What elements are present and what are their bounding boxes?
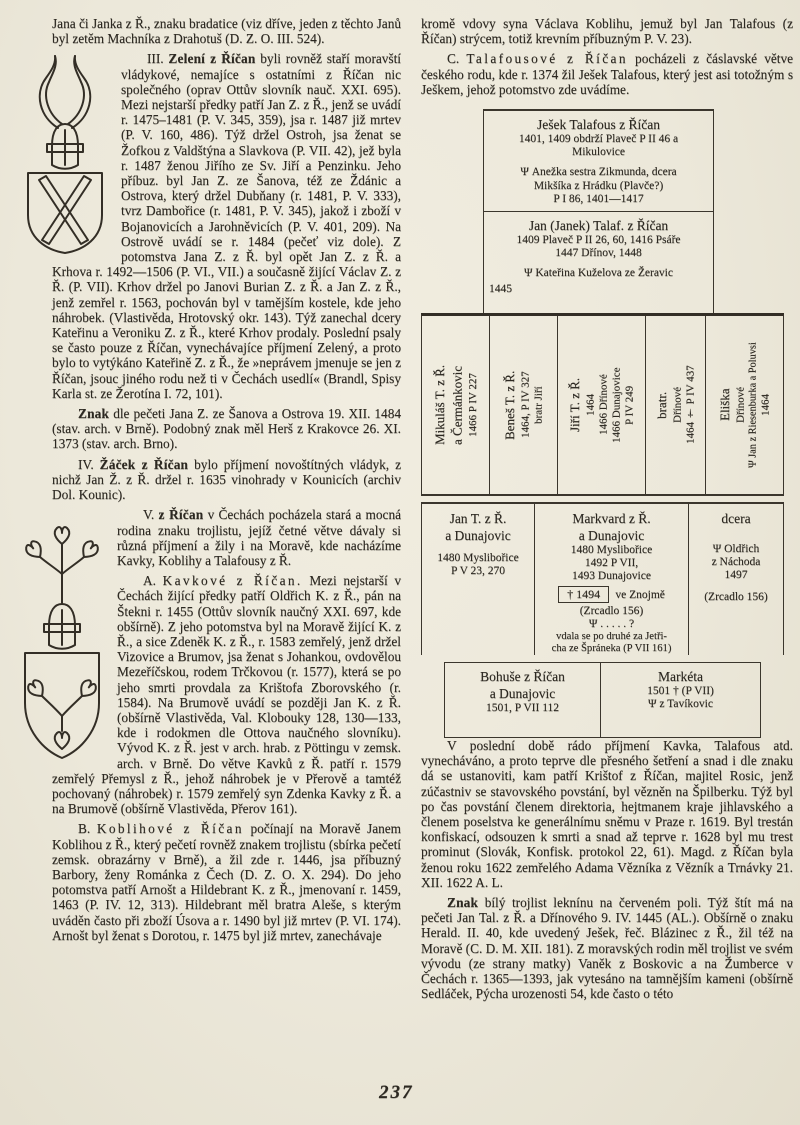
genealogy-cell-jiri bbox=[557, 316, 645, 494]
spouse-block bbox=[484, 166, 713, 206]
body-text: bílý trojlist leknínu na červeném poli. Týž štít má na pečeti Jan Tal. z Ř. a Dřínového 9. IV. 1445 (AL.). Obšírně o znaku Herald. II. 40, kde uvedený Ješek, řeč. Blázinec z Ř., žil též na Moravě (C. D. M. XII. 181). Z moravských rodin měl trojlist ve svém vývodu (ze strany matky) Vaněk z Boskovic a na Žumberce v Čechách r. 1365—1393, jak vytesáno na tamnějším kameni (obšírně Sedláček, Pýcha urozenosti 54, kde často o této bbox=[421, 895, 793, 1002]
person-name: Mikuláš T. z Ř. bbox=[431, 365, 447, 446]
person-name: Jan T. z Ř. bbox=[449, 511, 507, 527]
body-text: Jana či Janka z Ř., znaku bradatice (viz dříve, jeden z těchto Janů byl zetěm Machníka z Drahotuš (D. Z. O. III. 524). bbox=[52, 16, 401, 47]
person-name: Eliška bbox=[716, 388, 732, 422]
coat-of-arms-trojlist-image bbox=[19, 510, 105, 764]
spouse-block bbox=[484, 267, 713, 280]
section-c-talafousove bbox=[421, 51, 793, 97]
section-title: Žáček z Říčan bbox=[99, 456, 189, 472]
body-text: počínají na Moravě Janem Koblihou z Ř., který pečetí rovněž znakem trojlistu (sbírka pečetí zemsk. obrazárny v Brně), a žil zde r. 1446, jsa příbuzný Barbory, ženy Románka z Čech (D. Z. O. X. 294). Do jeho potomstva patří Arnošt a Hildebrant K. z Ř., jmenovaní r. 1459, 1463 (P. IV. 12, 313). Hildebrant měl bratra Aleše, s kterým uváděn často při zboží Úsova a r. 1490 byl již mrtev (P. VI. 174). Arnošt byl ženat s Dorotou, r. 1475 byl již mrtev, zanechávaje bbox=[52, 821, 401, 943]
horns-crest bbox=[40, 56, 90, 128]
spouse-line: z Náchoda bbox=[711, 556, 761, 569]
person-detail: 1464 † P IV 437 bbox=[684, 365, 697, 445]
person-detail: bratr Jiří bbox=[532, 386, 545, 424]
section-number: V. bbox=[143, 507, 155, 523]
spouse-line: Ψ Kateřina Kuželova ze Žeravic bbox=[524, 267, 673, 280]
genealogy-generation-row-4 bbox=[421, 502, 784, 655]
remarriage-note: vdala se po druhé za Jetři- bbox=[556, 631, 667, 643]
section-number: IV. bbox=[78, 456, 94, 472]
person-detail: 1401, 1409 obdrží Plaveč P II 46 a bbox=[518, 133, 679, 146]
rotated-text bbox=[502, 316, 546, 494]
person-detail: Mikulovice bbox=[571, 146, 626, 159]
source-note: (Zrcadlo 156) bbox=[579, 604, 644, 617]
person-name: Ješek Talafous z Říčan bbox=[537, 117, 660, 133]
body-text: bylo příjmení novoštítných vládyk, z nichž Jan Ž. z Ř. držel r. 1635 vinohrady v Kounicích (archiv Dol. Kounic). bbox=[52, 456, 402, 503]
section-title: Kavkové z Říčan. bbox=[162, 573, 303, 589]
znak-label: Znak bbox=[78, 406, 110, 422]
person-name: Jan (Janek) Talaf. z Říčan bbox=[528, 218, 669, 234]
paragraph-znak-zeleni bbox=[52, 406, 401, 452]
body-text: rodina znaku trojlistu, jejíž četné větve dávaly si různá příjmení a žily i na Moravě, kde nacházíme Kavky, Koblihy a Talafousy z Ř. bbox=[117, 522, 401, 568]
person-detail: P V 23, 270 bbox=[450, 565, 506, 578]
person-detail: 1466 P IV 227 bbox=[466, 373, 479, 437]
body-text: Mezi nejstarší v Čechách žijící předky patří Oldřich K. z Ř., pán na Štekni r. 1455 (Ottův slovník naučný XXI. 697, kde obšírně). Z jeho potomstva byl na Moravě žijící K. z Ř., a sice Zdeněk K. z Ř., r. 1583 zemřelý, jenž držel Vizovice a Brumov, jsa ženat s Johankou, ovdovělou Mezeříčskou, rodem Trčkovou (r. 1577), která se po jeho smrti provdala za Krištofa Zborovského (r. 1584). Na Brumově uvádí se později Jan K. z Ř. (obšírně Vlastivěda, Val. Klobouky 128, 130—133, kde i rodokmen dle Ottova naučného slovníku). Vývod K. z Ř. jest v arch. hrab. z Pöttingu v zemsk. arch. v Brně. Do větve Kavků z Ř. patří r. 1579 zemřelý Přemysl z Ř., jehož náhrobek je v Přerově a tamtéž pochovaný (náhrobek) r. 1579 zemřelý syn Zdenka Kavky z Ř. a na Brumově (obšírně Vlastivěda, Přerov 161). bbox=[52, 573, 401, 817]
section-iii-zeleni bbox=[52, 51, 401, 401]
person-detail: 1501 † (P VII) bbox=[647, 685, 714, 698]
section-b-koblihove bbox=[52, 821, 401, 943]
rotated-text bbox=[432, 316, 480, 494]
spouse-line: P I 86, 1401—1417 bbox=[553, 192, 644, 205]
spacer bbox=[422, 544, 534, 552]
spacer bbox=[689, 583, 783, 591]
person-detail: 1409 Plaveč P II 26, 60, 1416 Psáře bbox=[516, 234, 681, 247]
person-detail: 1464 bbox=[584, 394, 597, 417]
body-text: kromě vdovy syna Václava Koblihu, jemuž byl Jan Talafous (z Říčan) strýcem, totiž krevním příbuzným P. V. 23). bbox=[421, 16, 793, 47]
section-title: Koblihové z Říčan bbox=[96, 821, 244, 837]
person-detail: P IV 249 bbox=[623, 385, 636, 425]
genealogy-cell-bratr bbox=[645, 316, 705, 494]
spacer bbox=[689, 527, 783, 535]
body-text: dle pečeti Jana Z. ze Šanova a Ostrova 19. XII. 1484 (stav. arch. v Brně). Podobný znak měl Herš z Krakovce 26. XI. 1373 (stav. arch. Brno). bbox=[52, 406, 402, 452]
shield bbox=[25, 653, 99, 758]
rotated-text bbox=[567, 316, 637, 494]
person-name: Jiří T. z Ř. bbox=[566, 378, 582, 433]
section-title: Zelení z Říčan bbox=[168, 51, 256, 67]
person-detail: 1501, P VII 112 bbox=[485, 702, 560, 715]
left-column bbox=[52, 16, 401, 948]
rotated-text bbox=[717, 316, 773, 494]
person-name: Beneš T. z Ř. bbox=[501, 370, 517, 440]
person-detail: 1493 Dunajovice bbox=[572, 570, 651, 583]
person-name: bratr. bbox=[653, 391, 669, 419]
person-name: a Čermánkovic bbox=[449, 365, 464, 445]
section-v-zrican bbox=[52, 507, 401, 568]
spouse-line: Ψ . . . . . ? bbox=[588, 617, 635, 630]
helm-trefoil-shield-icon bbox=[19, 510, 105, 764]
trefoil-crest bbox=[24, 527, 100, 604]
genealogy-cell-benes bbox=[489, 316, 557, 494]
spouse-line: Ψ Oldřich bbox=[712, 543, 760, 556]
section-title: Talafousové z Říčan bbox=[466, 51, 628, 67]
spacer bbox=[689, 535, 783, 543]
genealogy-box-jesek-talafous bbox=[483, 109, 714, 211]
person-detail: 1480 Myslibořice bbox=[437, 552, 519, 565]
body-text: byli rovněž staří moravští bbox=[260, 51, 401, 67]
remarriage-note: cha ze Špráneka (P VII 161) bbox=[551, 642, 672, 654]
section-iv-zacek bbox=[52, 457, 401, 503]
person-detail: 1492 P VII, bbox=[584, 557, 639, 570]
genealogy-cell-marketa bbox=[600, 663, 760, 737]
section-number: C. bbox=[447, 51, 460, 67]
genealogy-generation-row-5 bbox=[444, 662, 761, 738]
person-name: Markvard z Ř. bbox=[572, 511, 651, 527]
death-line bbox=[535, 584, 688, 605]
person-name: a Dunajovic bbox=[578, 528, 645, 544]
death-place: ve Znojmě bbox=[615, 588, 665, 601]
paragraph-znak-talafous bbox=[421, 895, 793, 1001]
shield bbox=[28, 173, 102, 253]
year-label: 1445 bbox=[489, 282, 512, 295]
great-helm bbox=[47, 124, 83, 169]
great-helm bbox=[44, 604, 80, 649]
source-note: (Zrcadlo 156) bbox=[704, 590, 768, 603]
paragraph-continuation bbox=[421, 16, 793, 46]
genealogy-cell-jan-dunajovic bbox=[422, 504, 534, 655]
body-text: vládykové, nemajíce s ostatními z Říčan nic společného (oprav Ottův slovník nauč. XXI. 695). Mezi nejstarší předky patří Jan Z. z Ř., jenž se uvádí r. 1475–1481 (P. V. 345, 359), jsa r. 1487 již mrtev (P. V. 160, 486). Týž držel Ostroh, jsa ženat se Žofkou z Valdštýna a Slavkova (P. VII. 42), jež byla r. 1487 ženou Jiřího ze Sv. Jiří a Penzinku. Jeho příbuz. byl Jan Z. ze Šanova, též ze Ždánic a Ostrova, který držel Dubňany (r. 1481, P. V. 333), tvrz Dambořice (r. 1481, P. V. 345), jakož i zboží v Bojanovicích a Jarohněvicích (P. V. 401, 209). Na Ostrově uvádí se r. 1484 (pečeť viz dole). Z potomstva Jana Z. z Ř. byl opět Jan Z. z Ř. a Krhova r. 1492—1506 (P. VI., VII.) a současně žijící Václav Z. z Ř. (P. VII). Krhov držel po Janovi Burian Z. z Ř. a Jan Z. z Ř., jenž zemřel r. 1563, pochován byl v tamějším kostele, kde jeho náhrobek. (Vlastivěda, Hrotovský okr. 143). Týž zanechal dcery Kateřinu a Veroniku Z. z Ř., které Krhov prodaly. Poslední psaly se často pouze z Říčan, vynechávajíce příjmení Zelený, a proto bylo to vytýkáno Kateřině Z. z Ř., že »neprávem jmenuje se jen z Říčan, jsouc jiného rodu než ti v Čechách usedlí« (Brandl, Spisy Karla st. ze Žerotína I. 72, 101). bbox=[52, 66, 401, 401]
right-column bbox=[421, 16, 793, 1006]
genealogy-generation-row-rotated bbox=[421, 313, 784, 496]
helm-horns-crossed-blades-icon bbox=[21, 54, 109, 256]
death-year-boxed: † 1494 bbox=[558, 586, 609, 603]
person-name: dcera bbox=[721, 511, 751, 527]
page-number: 237 bbox=[379, 1082, 414, 1103]
rotated-text bbox=[654, 316, 698, 494]
paragraph-recent-usage bbox=[421, 738, 793, 890]
person-name: a Dunajovic bbox=[445, 528, 511, 544]
genealogy-cell-bohuse bbox=[445, 663, 600, 737]
body-text: V poslední době rádo příjmení Kavka, Talafous atd. vynecháváno, a proto teprve dle přesného šetření a snad i dle znaku dá se ustanoviti, kam patří Krištof z Říčan, majitel Rosic, jenž zúčastniv se stavovského povstání, byl vězněn na Špilberku. Týž byl po čas povstání členem direktoria, hejtmanem kraje jihlavského a členem poselstva ke generálnímu sněmu v Praze r. 1619. Byl trestán konfiskací, odsouzen k smrti a snad až teprve r. 1628 byl mu trest prominut (Slovák, Konfisk. protokol 22, 61). Magd. z Říčan byla ženou roku 1622 zemřelého Adama Vězníka z Vězník a Trnávky 21. XII. 1622 A. L. bbox=[421, 738, 793, 890]
section-number: B. bbox=[78, 821, 91, 837]
spouse-line: Mikšíka z Hrádku (Plavče?) bbox=[533, 179, 664, 192]
person-detail: 1464, P IV 327 bbox=[519, 371, 532, 439]
genealogy-cell-mikulas bbox=[422, 316, 489, 494]
genealogy-table bbox=[421, 109, 784, 738]
section-number: A. bbox=[143, 573, 156, 589]
person-detail: Dřínové bbox=[671, 387, 684, 424]
person-detail: 1464 bbox=[759, 394, 772, 417]
spouse-line: Ψ Anežka sestra Zikmunda, dcera bbox=[520, 166, 677, 179]
person-detail: 1447 Dřínov, 1448 bbox=[555, 247, 642, 260]
person-name: a Dunajovic bbox=[489, 686, 556, 702]
genealogy-box-jan-janek bbox=[483, 211, 714, 313]
section-number: III. bbox=[147, 51, 164, 67]
person-detail: Dřínové bbox=[734, 387, 747, 424]
znak-label: Znak bbox=[447, 895, 479, 911]
genealogy-cell-markvard bbox=[534, 504, 689, 655]
genealogy-cell-dcera bbox=[689, 504, 783, 655]
person-name: Bohuše z Říčan bbox=[480, 669, 565, 685]
person-detail: 1466 Dřínové bbox=[597, 374, 610, 436]
spouse-line: Ψ z Tavíkovic bbox=[648, 698, 713, 711]
section-title: z Říčan bbox=[158, 507, 204, 523]
genealogy-cell-eliska bbox=[705, 316, 783, 494]
person-detail: 1480 Myslibořice bbox=[570, 544, 653, 557]
person-detail: 1497 bbox=[724, 569, 748, 582]
paragraph-continuation bbox=[52, 16, 401, 46]
spouse-line: Ψ Jan z Riesenburka a Poluvsi bbox=[747, 342, 759, 468]
body-text: v Čechách pocházela stará a mocná bbox=[207, 507, 402, 523]
person-name: Markéta bbox=[658, 669, 703, 685]
body-text: pocházeli z čáslavské větve českého rodu, kde r. 1374 žil Ješek Talafous, který jest asi totožným s Ješkem, jehož potomstvo zde uvádíme. bbox=[421, 51, 794, 97]
coat-of-arms-zeleni-image bbox=[21, 54, 109, 256]
person-detail: 1466 Dunajovice bbox=[610, 367, 623, 443]
